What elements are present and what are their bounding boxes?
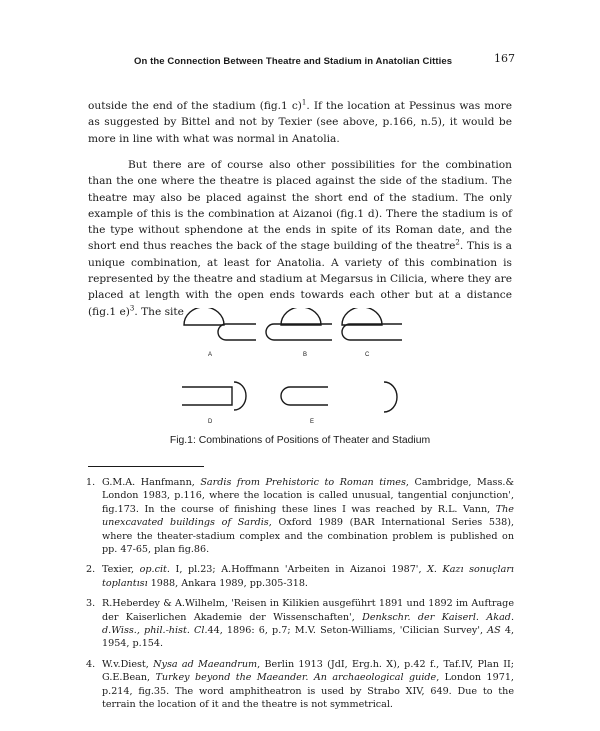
footnote-text: , Berlin 1913 (JdI, Erg.h. X), p.42 f., Taf.IV, Plan II; G.E.Bean, [102, 658, 514, 684]
footnote-text: W.v.Diest, [102, 658, 154, 670]
footnotes [86, 476, 514, 719]
footnote-text: 4, 1954, p.154. [102, 625, 515, 650]
footnote-title: X. Kazı sonuçları toplantısı [102, 564, 514, 589]
footnote-text: Texier, [102, 564, 140, 576]
footnote-text: , Oxford 1989 (BAR International Series 538), where the theater-stadium complex and the combination problem is published on pp. 47-65, plan fig.86. [102, 517, 514, 556]
stadium-shape [281, 387, 328, 405]
combination-e-diagram [281, 382, 397, 412]
footnote-title: Nysa ad Maeandrum [153, 658, 258, 670]
combination-d-diagram [182, 382, 246, 410]
footnote-title: Turkey beyond the Maeander. An archaeological guide [155, 672, 437, 684]
page-header [0, 52, 600, 72]
combination-c-diagram [342, 308, 402, 340]
page-number: 167 [494, 52, 515, 65]
footnote-text: , London 1971, p.214, fig.35. The word amphitheatron is used by Strabo XIV, 649. Due to the terrain the location of it and the theatre is not symmetrical. [102, 672, 514, 711]
running-title: On the Connection Between Theatre and Stadium in Anatolian Citties [134, 56, 453, 67]
footnote-ref-2: 2 [455, 238, 460, 247]
figure-diagram [170, 308, 430, 434]
figure-label-a: A [208, 352, 213, 358]
theatre-shape [234, 382, 246, 410]
stadium-shape [266, 324, 332, 340]
footnote-title: Sardis from Prehistoric to Roman times [200, 477, 406, 488]
body-paragraph-1 [88, 98, 512, 147]
footnote-title: AS [487, 625, 501, 637]
footnote-ref-3: 3 [129, 304, 135, 313]
paragraph-text: But there are of course also other possibilities for the combination than the one where the theatre is placed against the side of the stadium. The theatre may also be placed against the short end of the stadium. The only example of this is the combination at Aizanoi (fig.1 d). There the stadium is of the type without sphendone at the ends in spite of its Roman date, and the short end thus reaches the back of the stage building of the theatre [88, 159, 512, 253]
footnote-2 [86, 563, 514, 590]
footnote-text: , Cambridge, Mass.& London 1983, p.116, where the location is called unusual, tangential conjunction', fig.173. In the course of finishing these lines I was reached by R.L. Vann, [102, 477, 514, 515]
paragraph-text: outside the end of the stadium (fig.1 c) [88, 100, 302, 112]
footnote-text: R.Heberdey & A.Wilhelm, 'Reisen in Kilikien ausgeführt 1891 und 1892 im Auftrage der Kaiserlichen Akademie der Wissenschaften', [102, 598, 514, 623]
stadium-shape [342, 324, 402, 340]
footnote-separator [88, 466, 204, 467]
footnote-text: I, pl.23; A.Hoffmann 'Arbeiten in Aizanoi 1987', [169, 564, 428, 576]
theatre-shape [184, 308, 224, 325]
footnote-title: The unexcavated buildings of Sardis [102, 503, 514, 529]
body-paragraph-2 [88, 157, 512, 320]
theatre-shape [384, 382, 397, 412]
combination-b-diagram [266, 308, 332, 340]
footnote-4 [86, 658, 514, 712]
footnote-text: 44, 1896: 6, p.7; M.V. Seton-Williams, 'Cilician Survey', [207, 625, 488, 637]
combination-a-diagram [184, 308, 256, 340]
figure-1 [170, 308, 430, 434]
figure-caption: Fig.1: Combinations of Positions of Theater and Stadium [169, 435, 431, 446]
stadium-shape [218, 324, 256, 340]
stadium-shape [182, 387, 232, 405]
footnote-title: Denkschr. der Kaiserl. Akad. d.Wiss., phil.-hist. Cl. [102, 611, 514, 637]
footnote-number: 3. [86, 598, 96, 610]
footnote-1 [86, 476, 514, 556]
figure-label-c: C [365, 352, 370, 358]
theatre-shape [281, 308, 321, 325]
footnote-number: 1. [86, 477, 96, 488]
footnote-text: 1988, Ankara 1989, pp.305-318. [147, 577, 308, 589]
paragraph-text: . This is a unique combination, at least for Anatolia. A variety of this combination is represented by the theatre and stadium at Megarsus in Cilicia, where they are placed at length with the open ends towards each other but at a distance (fig.1 e) [88, 240, 513, 318]
footnote-title: op.cit. [139, 564, 170, 576]
figure-label-b: B [303, 352, 308, 358]
figure-label-d: D [208, 419, 213, 425]
figure-label-e: E [310, 419, 315, 425]
footnote-ref-1: 1 [301, 98, 307, 107]
footnote-number: 4. [86, 658, 96, 670]
paragraph-text: . The site [134, 305, 184, 318]
footnote-text: G.M.A. Hanfmann, [102, 477, 201, 488]
footnote-number: 2. [86, 564, 96, 576]
footnote-3 [86, 597, 514, 651]
theatre-shape [342, 308, 382, 325]
paragraph-text: . If the location at Pessinus was more as suggested by Bittel and not by Texier (see above, p.166, n.5), it would be more in line with what was normal in Anatolia. [88, 100, 512, 145]
